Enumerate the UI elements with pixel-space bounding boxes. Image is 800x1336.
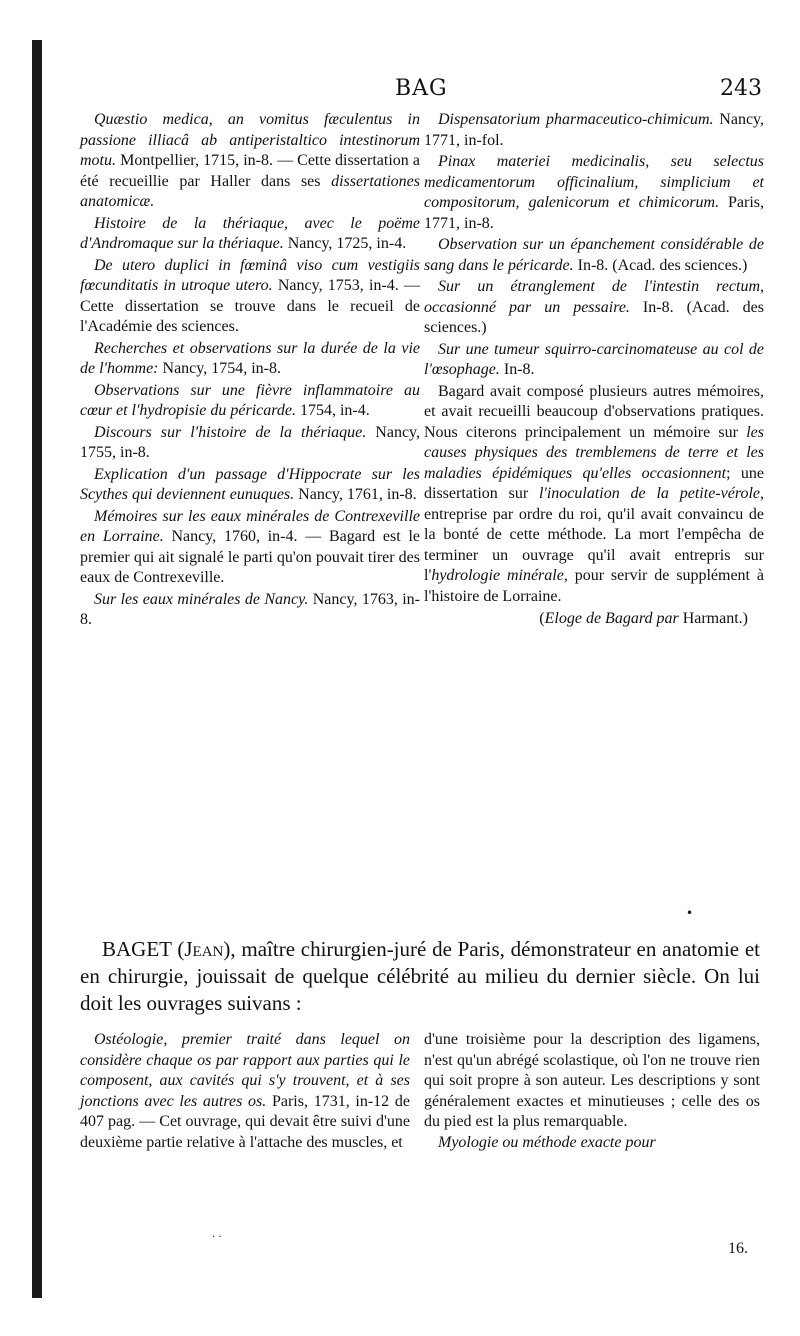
left-column-lower — [80, 1030, 410, 1154]
source-citation: (Eloge de Bagard par Harmant.) — [539, 610, 748, 627]
bibliography-entry: Explication d'un passage d'Hippocrate sur les Scythes qui deviennent eunuques. Nancy, 1761, in-8. — [80, 465, 420, 503]
biography-entry: BAGET (Jean), maître chirurgien-juré de Paris, démonstrateur en anatomie et en chirurgie, jouissait de quelque célébrité au milieu du dernier siècle. On lui doit les ouvrages suivans : — [80, 937, 761, 1015]
body-paragraph: d'une troisième pour la description des ligamens, n'est qu'un abrégé scolastique, où l'on ne trouve rien qui soit propre à son auteur. Les descriptions y sont généralement exactes et minutieuses ; celle des os du pied est la plus remarquable. — [424, 1031, 760, 1130]
signature-mark: 16. — [728, 1240, 748, 1257]
page-number: 243 — [720, 76, 762, 101]
right-column — [424, 110, 764, 630]
bibliography-entry: Quæstio medica, an vomitus fæculentus in passione illiacâ ab antiperistaltico intestinorum motu. Montpellier, 1715, in-8. — Cette dissertation a été recueillie par Haller dans ses dissertationes anatomicæ. — [80, 111, 420, 210]
bibliography-entry: Observations sur une fièvre inflammatoire au cœur et l'hydropisie du péricarde. 1754, in-4. — [80, 381, 420, 419]
bibliography-entry: Observation sur un épanchement considérable de sang dans le péricarde. In-8. (Acad. des sciences.) — [424, 236, 764, 274]
running-head: BAG — [395, 76, 448, 101]
right-column-lower — [424, 1030, 760, 1154]
bibliography-entry: Discours sur l'histoire de la thériaque. Nancy, 1755, in-8. — [80, 423, 421, 461]
bibliography-entry: Histoire de la thériaque, avec le poëme d'Andromaque sur la thériaque. Nancy, 1725, in-4. — [80, 214, 420, 252]
bibliography-entry: Myologie ou méthode exacte pour — [438, 1133, 656, 1151]
bibliography-entry: Sur une tumeur squirro-carcinomateuse au col de l'œsophage. In-8. — [424, 340, 764, 378]
bibliography-entry: Recherches et observations sur la durée de la vie de l'homme: Nancy, 1754, in-8. — [80, 339, 420, 377]
ink-speck: · · — [212, 1232, 222, 1243]
bibliography-entry: Sur les eaux minérales de Nancy. Nancy, 1763, in-8. — [80, 590, 420, 628]
left-column — [80, 110, 420, 632]
bibliography-entry: Pinax materiei medicinalis, seu selectus medicamentorum officinalium, simplicium et compositorum, galenicorum et chimicorum. Paris, 1771, in-8. — [424, 153, 765, 232]
bibliography-entry: Sur un étranglement de l'intestin rectum, occasionné par un pessaire. In-8. (Acad. des sciences.) — [424, 278, 765, 336]
bibliography-entry: Ostéologie, premier traité dans lequel on considère chaque os par rapport aux parties qui le composent, aux cavités qui s'y trouvent, et à ses jonctions avec les autres os. Paris, 1731, in-12 de 407 pag. — Cet ouvrage, qui devait être suivi d'une deuxième partie relative à l'attache des muscles, et — [80, 1031, 410, 1151]
binding-spine — [32, 40, 42, 1298]
body-paragraph: Bagard avait composé plusieurs autres mémoires, et avait recueilli beaucoup d'observations pratiques. Nous citerons principalement un mémoire sur les causes physiques des tremblemens de terre et les maladies épidémiques qu'elles occasionnent; une dissertation sur l'inoculation de la petite-vérole, entreprise par ordre du roi, qu'il avait convaincu de la bonté de cette méthode. La mort l'empêcha de terminer un ouvrage qu'il avait entrepris sur l'hydrologie minérale, pour servir de supplément à l'histoire de Lorraine. — [424, 382, 765, 605]
ink-speck: • — [686, 906, 694, 920]
bibliography-entry: Mémoires sur les eaux minérales de Contrexeville en Lorraine. Nancy, 1760, in-4. — Bagard est le premier qui ait signalé le parti qu'on pouvait tirer des eaux de Contrexeville. — [80, 507, 421, 586]
bibliography-entry: Dispensatorium pharmaceutico-chimicum. Nancy, 1771, in-fol. — [424, 111, 765, 149]
bibliography-entry: De utero duplici in fœminâ viso cum vestigiis fœcunditatis in utroque utero. Nancy, 1753, in-4. — Cette dissertation se trouve dans le recueil de l'Académie des sciences. — [80, 256, 421, 335]
